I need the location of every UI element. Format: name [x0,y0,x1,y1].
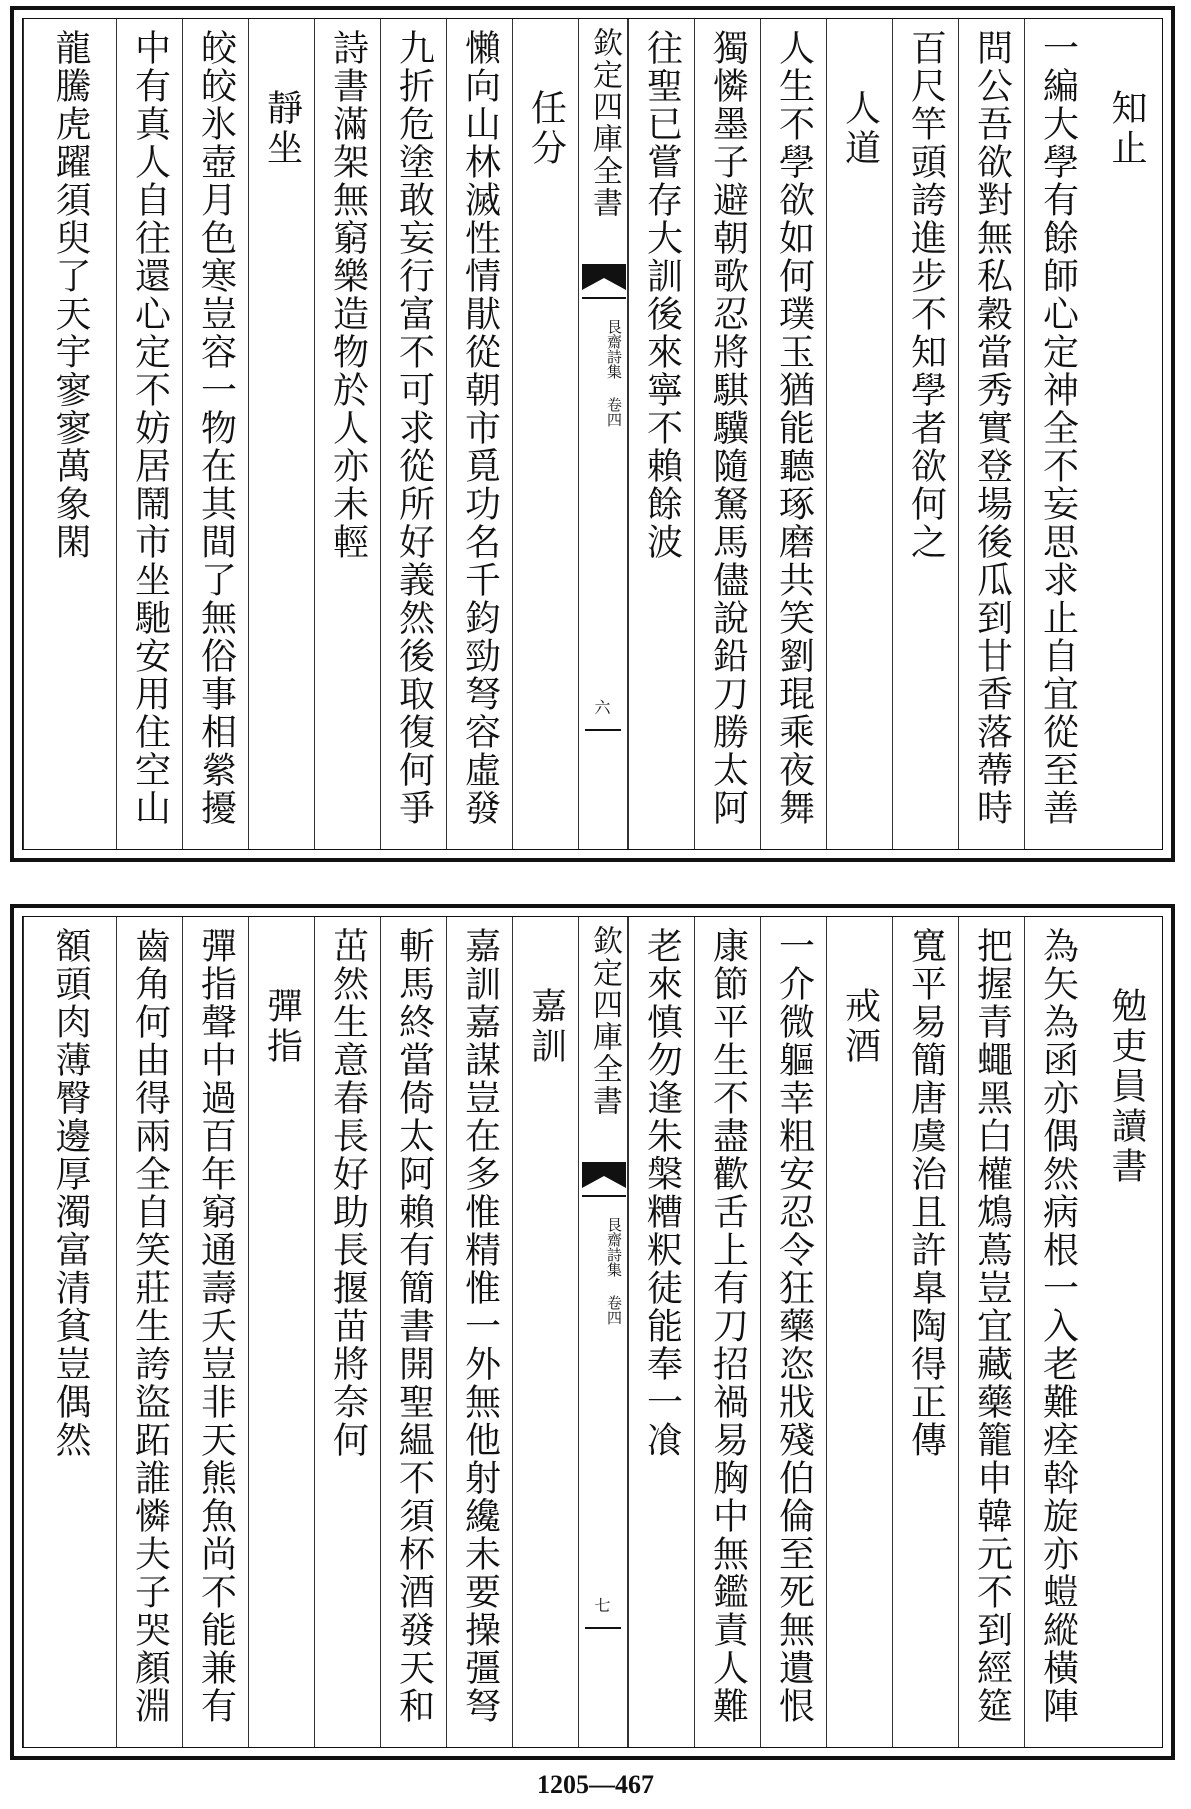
poem-line: 問公吾欲對無私穀當秀實登場後瓜到甘香落蔕時 [971,29,1013,827]
volume-label: 卷四 [605,397,623,427]
poem-line: 皎皎氷壺月色寒豈容一物在其間了無俗事相縈擾 [195,29,237,827]
poem-line-column [760,19,826,849]
collection-title [583,319,623,427]
poem-line: 斬馬終當倚太阿賴有簡書開聖緼不須杯酒發天和 [393,927,435,1725]
poem-line: 為矢為函亦偶然病根一入老難痊斡旋亦螘縱橫陣 [1037,927,1079,1725]
poem-title: 戒酒 [839,987,881,1067]
poem-line-column [182,917,248,1747]
poem-line-column [380,19,446,849]
poem-title: 任分 [525,89,567,169]
poem-line-column [694,19,760,849]
poem-line: 彈指聲中過百年窮通壽夭豈非天熊魚尚不能兼有 [195,927,237,1725]
poem-line-column [116,19,182,849]
poem-line-column [182,19,248,849]
poem-line: 九折危塗敢妄行富不可求從所好義然後取復何爭 [393,29,435,827]
collection-title [583,1217,623,1325]
poem-line: 嘉訓嘉謀豈在多惟精惟一外無他射纔未要操彊弩 [459,927,501,1725]
poem-title-column [826,19,892,849]
center-band [578,19,628,849]
poem-line: 齒角何由得兩全自笑莊生誇盜跖誰憐夫子哭顏淵 [129,927,171,1725]
poem-title-column [512,917,578,1747]
collection-name: 艮齋詩集 [605,1217,623,1277]
upper-page [10,6,1175,862]
poem-line-column [1024,19,1090,849]
poem-line: 懶向山林滅性情猒從朝市覓功名千鈞勁弩容虛發 [459,29,501,827]
poem-title-column [1090,19,1162,849]
poem-line: 一介微軀幸粗安忍令狂藥恣戕殘伯倫至死無遺恨 [773,927,815,1725]
poem-title: 知止 [1106,89,1147,169]
poem-line-column [628,917,694,1747]
poem-line: 茁然生意春長好助長揠苗將奈何 [327,927,369,1459]
poem-line: 詩書滿架無窮樂造物於人亦未輕 [327,29,369,561]
poem-line-column [380,917,446,1747]
poem-title: 勉吏員讀書 [1106,987,1147,1187]
poem-title: 靜坐 [261,89,303,169]
folio-number: 六 [592,699,611,715]
folio-rule [585,1627,621,1629]
poem-line: 一編大學有餘師心定神全不妄思求止自宜從至善 [1037,29,1079,827]
catalog-number: 1205—467 [537,1770,654,1799]
poem-line-column [958,917,1024,1747]
lower-page-frame [22,916,1163,1748]
fishtail-mark-icon [582,1162,626,1198]
center-band [578,917,628,1747]
poem-line-column [314,19,380,849]
poem-line: 獨憐墨子避朝歌忍將騏驥隨駑馬儘說鉛刀勝太阿 [707,29,749,827]
book-title: 欽定四庫全書 [587,27,622,219]
poem-title-column [248,917,314,1747]
poem-line-column [314,917,380,1747]
poem-line: 康節平生不盡歡舌上有刀招禍易胸中無鑑責人難 [707,927,749,1725]
upper-page-frame [22,18,1163,850]
poem-line-column [892,19,958,849]
poem-line-column [1024,917,1090,1747]
volume-label: 卷四 [605,1295,623,1325]
folio-number: 七 [592,1597,611,1613]
poem-line: 額頭肉薄臀邊厚濁富清貧豈偶然 [50,927,91,1459]
lower-page [10,904,1175,1760]
poem-line: 把握青蠅黑白權鴆蔦豈宜藏藥籠申韓元不到經筵 [971,927,1013,1725]
poem-line: 龍騰虎躍須臾了天宇寥寥萬象閑 [50,29,91,561]
poem-line-column [694,917,760,1747]
poem-line: 往聖已嘗存大訓後來寧不賴餘波 [641,29,683,561]
book-title: 欽定四庫全書 [587,925,622,1117]
poem-title-column [248,19,314,849]
poem-line-column [958,19,1024,849]
poem-line-column [628,19,694,849]
poem-title-column [826,917,892,1747]
poem-line-column [446,19,512,849]
poem-line-column [116,917,182,1747]
poem-line: 人生不學欲如何璞玉猶能聽琢磨共笑劉琨乘夜舞 [773,29,815,827]
poem-title: 嘉訓 [525,987,567,1067]
poem-line: 中有真人自往還心定不妨居鬧市坐馳安用住空山 [129,29,171,827]
poem-line: 寬平易簡唐虞治且許臯陶得正傳 [905,927,947,1459]
fishtail-mark-icon [582,264,626,300]
collection-name: 艮齋詩集 [605,319,623,379]
poem-line: 百尺竿頭誇進步不知學者欲何之 [905,29,947,561]
poem-line-column [760,917,826,1747]
poem-title: 彈指 [261,987,303,1067]
poem-title-column [1090,917,1162,1747]
folio-rule [585,729,621,731]
poem-line-column [446,917,512,1747]
poem-title-column [512,19,578,849]
poem-line-column [23,19,116,849]
poem-title: 人道 [839,89,881,169]
poem-line-column [892,917,958,1747]
poem-line: 老來慎勿逢朱槃糟粎徒能奉一飡 [641,927,683,1459]
poem-line-column [23,917,116,1747]
